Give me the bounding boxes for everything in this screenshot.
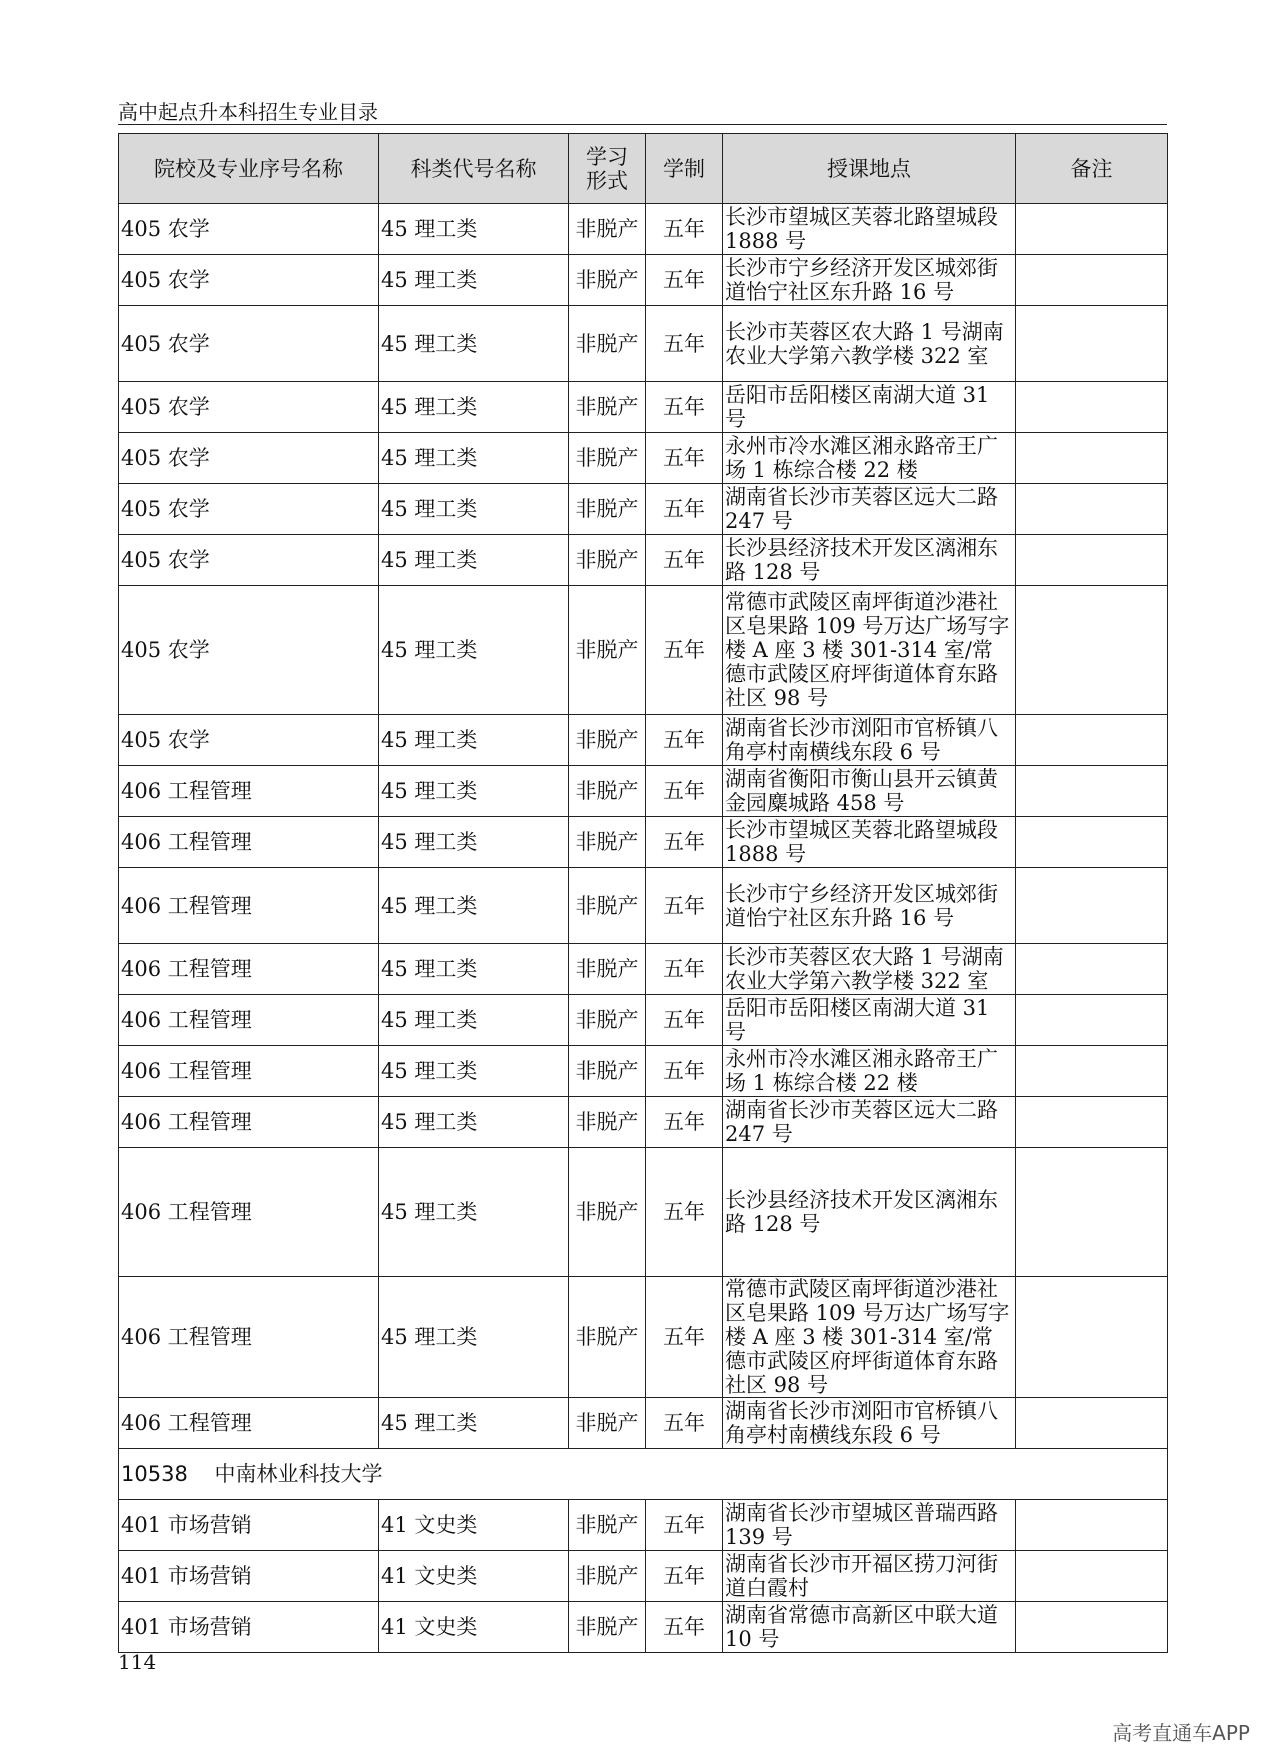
table-row <box>119 382 1168 433</box>
cell-years: 五年 <box>646 1551 723 1602</box>
cell-name: 406 工程管理 <box>119 1148 379 1277</box>
cell-mode: 非脱产 <box>569 766 646 817</box>
table-row <box>119 868 1168 944</box>
table-row <box>119 944 1168 995</box>
cell-years: 五年 <box>646 944 723 995</box>
cell-years: 五年 <box>646 817 723 868</box>
cell-cat: 45 理工类 <box>379 715 569 766</box>
cell-notes <box>1016 766 1168 817</box>
cell-mode: 非脱产 <box>569 1097 646 1148</box>
cell-notes <box>1016 1398 1168 1449</box>
cell-name: 405 农学 <box>119 715 379 766</box>
cell-mode: 非脱产 <box>569 382 646 433</box>
cell-name: 405 农学 <box>119 255 379 306</box>
cell-loc: 湖南省长沙市望城区普瑞西路 139 号 <box>723 1500 1016 1551</box>
table-row <box>119 1148 1168 1277</box>
cell-years: 五年 <box>646 204 723 255</box>
cell-name: 406 工程管理 <box>119 1097 379 1148</box>
cell-mode: 非脱产 <box>569 995 646 1046</box>
cell-mode: 非脱产 <box>569 586 646 715</box>
cell-loc: 长沙县经济技术开发区漓湘东路 128 号 <box>723 1148 1016 1277</box>
cell-mode: 非脱产 <box>569 715 646 766</box>
cell-notes <box>1016 382 1168 433</box>
cell-loc: 长沙市望城区芙蓉北路望城段 1888 号 <box>723 204 1016 255</box>
cell-loc: 长沙市望城区芙蓉北路望城段 1888 号 <box>723 817 1016 868</box>
table-row <box>119 586 1168 715</box>
cell-years: 五年 <box>646 1097 723 1148</box>
cell-years: 五年 <box>646 1148 723 1277</box>
cell-name: 405 农学 <box>119 382 379 433</box>
cell-mode: 非脱产 <box>569 1500 646 1551</box>
cell-cat: 45 理工类 <box>379 1398 569 1449</box>
cell-loc: 岳阳市岳阳楼区南湖大道 31 号 <box>723 382 1016 433</box>
cell-cat: 45 理工类 <box>379 382 569 433</box>
cell-loc: 湖南省长沙市浏阳市官桥镇八角亭村南横线东段 6 号 <box>723 715 1016 766</box>
cell-name: 406 工程管理 <box>119 944 379 995</box>
cell-loc: 长沙市芙蓉区农大路 1 号湖南农业大学第六教学楼 322 室 <box>723 306 1016 382</box>
cell-notes <box>1016 306 1168 382</box>
cell-years: 五年 <box>646 1046 723 1097</box>
cell-loc: 湖南省长沙市开福区捞刀河街道白霞村 <box>723 1551 1016 1602</box>
cell-notes <box>1016 1277 1168 1398</box>
table-row <box>119 1500 1168 1551</box>
cell-name: 405 农学 <box>119 433 379 484</box>
table-row <box>119 1602 1168 1653</box>
cell-name: 405 农学 <box>119 586 379 715</box>
cell-notes <box>1016 995 1168 1046</box>
cell-years: 五年 <box>646 306 723 382</box>
cell-cat: 45 理工类 <box>379 1148 569 1277</box>
school-header-row <box>119 1449 1168 1500</box>
table-row <box>119 306 1168 382</box>
cell-notes <box>1016 535 1168 586</box>
cell-notes <box>1016 484 1168 535</box>
cell-notes <box>1016 433 1168 484</box>
cell-name: 406 工程管理 <box>119 1398 379 1449</box>
cell-mode: 非脱产 <box>569 484 646 535</box>
cell-mode: 非脱产 <box>569 1046 646 1097</box>
cell-mode: 非脱产 <box>569 1398 646 1449</box>
table-row <box>119 1046 1168 1097</box>
table-body <box>119 204 1168 1653</box>
cell-years: 五年 <box>646 715 723 766</box>
cell-years: 五年 <box>646 995 723 1046</box>
cell-years: 五年 <box>646 766 723 817</box>
cell-mode: 非脱产 <box>569 1551 646 1602</box>
cell-loc: 湖南省衡阳市衡山县开云镇黄金园麋城路 458 号 <box>723 766 1016 817</box>
school-code: 10538 <box>121 1462 188 1486</box>
table-row <box>119 484 1168 535</box>
col-header-years: 学制 <box>646 134 723 204</box>
table-row <box>119 995 1168 1046</box>
cell-notes <box>1016 1500 1168 1551</box>
cell-notes <box>1016 715 1168 766</box>
cell-loc: 长沙市宁乡经济开发区城郊街道怡宁社区东升路 16 号 <box>723 868 1016 944</box>
page-number: 114 <box>118 1650 157 1674</box>
catalog-table <box>118 133 1168 1653</box>
cell-cat: 45 理工类 <box>379 868 569 944</box>
cell-notes <box>1016 944 1168 995</box>
table-row <box>119 1398 1168 1449</box>
table-row <box>119 1551 1168 1602</box>
cell-cat: 45 理工类 <box>379 255 569 306</box>
col-header-category: 科类代号名称 <box>379 134 569 204</box>
cell-notes <box>1016 1551 1168 1602</box>
col-header-notes: 备注 <box>1016 134 1168 204</box>
watermark: 高考直通车APP <box>1112 1721 1250 1745</box>
school-name: 中南林业科技大学 <box>214 1462 383 1486</box>
table-row <box>119 817 1168 868</box>
cell-years: 五年 <box>646 433 723 484</box>
cell-cat: 45 理工类 <box>379 1097 569 1148</box>
cell-name: 401 市场营销 <box>119 1602 379 1653</box>
cell-loc: 常德市武陵区南坪街道沙港社区皂果路 109 号万达广场写字楼 A 座 3 楼 301-314 室/常德市武陵区府坪街道体育东路社区 98 号 <box>723 586 1016 715</box>
cell-notes <box>1016 204 1168 255</box>
cell-years: 五年 <box>646 535 723 586</box>
header-divider <box>118 124 1167 125</box>
table-row <box>119 204 1168 255</box>
cell-name: 406 工程管理 <box>119 868 379 944</box>
cell-cat: 45 理工类 <box>379 1046 569 1097</box>
page-header-title: 高中起点升本科招生专业目录 <box>118 100 378 124</box>
cell-loc: 永州市冷水滩区湘永路帝王广场 1 栋综合楼 22 楼 <box>723 1046 1016 1097</box>
cell-mode: 非脱产 <box>569 944 646 995</box>
cell-name: 406 工程管理 <box>119 1046 379 1097</box>
cell-years: 五年 <box>646 255 723 306</box>
cell-loc: 湖南省常德市高新区中联大道 10 号 <box>723 1602 1016 1653</box>
cell-years: 五年 <box>646 586 723 715</box>
cell-cat: 45 理工类 <box>379 204 569 255</box>
cell-cat: 45 理工类 <box>379 586 569 715</box>
cell-mode: 非脱产 <box>569 817 646 868</box>
cell-mode: 非脱产 <box>569 868 646 944</box>
cell-name: 405 农学 <box>119 306 379 382</box>
school-spacer <box>188 1462 215 1486</box>
cell-years: 五年 <box>646 1277 723 1398</box>
cell-years: 五年 <box>646 868 723 944</box>
cell-mode: 非脱产 <box>569 1148 646 1277</box>
cell-name: 406 工程管理 <box>119 995 379 1046</box>
cell-mode: 非脱产 <box>569 255 646 306</box>
cell-loc: 长沙市芙蓉区农大路 1 号湖南农业大学第六教学楼 322 室 <box>723 944 1016 995</box>
cell-years: 五年 <box>646 1398 723 1449</box>
cell-cat: 45 理工类 <box>379 817 569 868</box>
cell-name: 401 市场营销 <box>119 1500 379 1551</box>
cell-name: 406 工程管理 <box>119 1277 379 1398</box>
cell-mode: 非脱产 <box>569 1277 646 1398</box>
cell-mode: 非脱产 <box>569 535 646 586</box>
cell-years: 五年 <box>646 1602 723 1653</box>
cell-name: 401 市场营销 <box>119 1551 379 1602</box>
col-header-name: 院校及专业序号名称 <box>119 134 379 204</box>
table-row <box>119 255 1168 306</box>
cell-cat: 41 文史类 <box>379 1602 569 1653</box>
cell-years: 五年 <box>646 484 723 535</box>
cell-notes <box>1016 868 1168 944</box>
col-header-mode: 学习 形式 <box>569 134 646 204</box>
cell-notes <box>1016 586 1168 715</box>
cell-name: 405 农学 <box>119 484 379 535</box>
cell-cat: 45 理工类 <box>379 535 569 586</box>
cell-loc: 湖南省长沙市芙蓉区远大二路 247 号 <box>723 1097 1016 1148</box>
cell-loc: 长沙县经济技术开发区漓湘东路 128 号 <box>723 535 1016 586</box>
cell-loc: 长沙市宁乡经济开发区城郊街道怡宁社区东升路 16 号 <box>723 255 1016 306</box>
table-row <box>119 433 1168 484</box>
cell-cat: 45 理工类 <box>379 484 569 535</box>
table-row <box>119 766 1168 817</box>
cell-loc: 岳阳市岳阳楼区南湖大道 31 号 <box>723 995 1016 1046</box>
cell-mode: 非脱产 <box>569 1602 646 1653</box>
cell-notes <box>1016 1046 1168 1097</box>
table-row <box>119 715 1168 766</box>
cell-cat: 45 理工类 <box>379 944 569 995</box>
table-header-row <box>119 134 1168 204</box>
cell-loc: 湖南省长沙市浏阳市官桥镇八角亭村南横线东段 6 号 <box>723 1398 1016 1449</box>
cell-name: 405 农学 <box>119 204 379 255</box>
cell-notes <box>1016 1148 1168 1277</box>
cell-cat: 45 理工类 <box>379 766 569 817</box>
cell-years: 五年 <box>646 382 723 433</box>
cell-notes <box>1016 255 1168 306</box>
cell-name: 406 工程管理 <box>119 766 379 817</box>
cell-cat: 45 理工类 <box>379 995 569 1046</box>
cell-years: 五年 <box>646 1500 723 1551</box>
cell-cat: 41 文史类 <box>379 1500 569 1551</box>
col-header-location: 授课地点 <box>723 134 1016 204</box>
cell-cat: 45 理工类 <box>379 433 569 484</box>
cell-name: 405 农学 <box>119 535 379 586</box>
cell-loc: 常德市武陵区南坪街道沙港社区皂果路 109 号万达广场写字楼 A 座 3 楼 301-314 室/常德市武陵区府坪街道体育东路社区 98 号 <box>723 1277 1016 1398</box>
table-row <box>119 535 1168 586</box>
cell-loc: 永州市冷水滩区湘永路帝王广场 1 栋综合楼 22 楼 <box>723 433 1016 484</box>
school-title <box>119 1449 1168 1500</box>
cell-cat: 41 文史类 <box>379 1551 569 1602</box>
cell-cat: 45 理工类 <box>379 1277 569 1398</box>
cell-mode: 非脱产 <box>569 306 646 382</box>
cell-notes <box>1016 1097 1168 1148</box>
table-row <box>119 1277 1168 1398</box>
cell-cat: 45 理工类 <box>379 306 569 382</box>
cell-name: 406 工程管理 <box>119 817 379 868</box>
cell-mode: 非脱产 <box>569 204 646 255</box>
cell-notes <box>1016 1602 1168 1653</box>
cell-notes <box>1016 817 1168 868</box>
cell-mode: 非脱产 <box>569 433 646 484</box>
table-row <box>119 1097 1168 1148</box>
cell-loc: 湖南省长沙市芙蓉区远大二路 247 号 <box>723 484 1016 535</box>
